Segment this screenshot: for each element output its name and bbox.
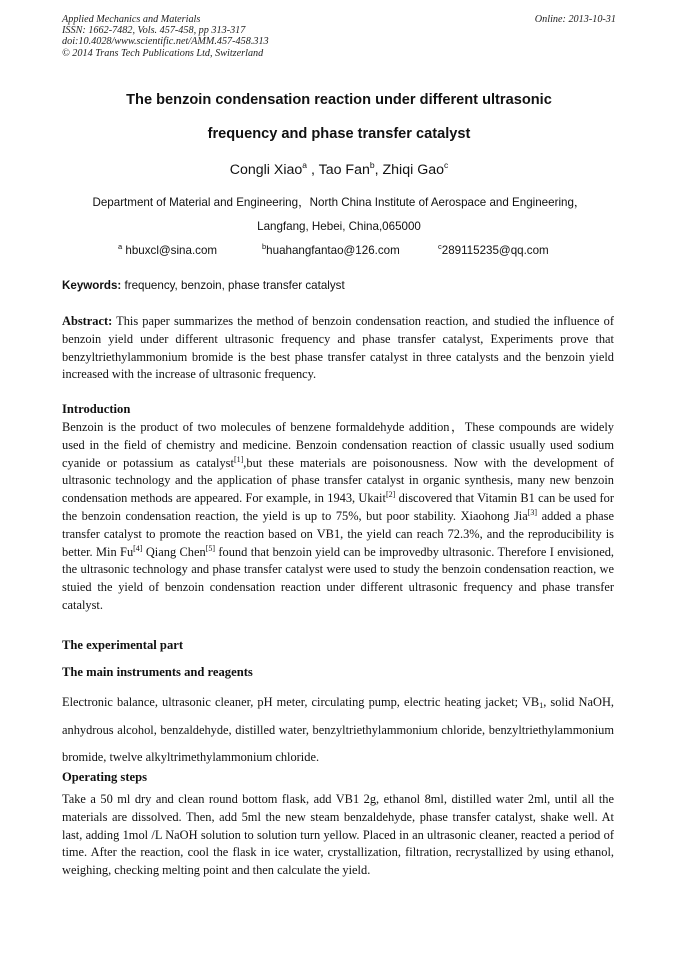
email-mark: b	[262, 242, 267, 251]
paper-title-line-2: frequency and phase transfer catalyst	[207, 126, 471, 142]
instruments-text: Electronic balance, ultrasonic cleaner, pH meter, circulating pump, electric heating jacket; VB	[62, 695, 540, 709]
journal-copyright: © 2014 Trans Tech Publications Ltd, Switzerland	[62, 47, 264, 59]
experimental-heading: The experimental part	[62, 638, 184, 652]
journal-name: Applied Mechanics and Materials	[62, 14, 201, 25]
subscript: 1	[539, 701, 544, 710]
citation-ref: [1]	[233, 454, 244, 464]
affiliation-line-1: Department of Material and Engineering，North China Institute of Aerospace and Engineering，	[92, 196, 586, 209]
journal-issn: ISSN: 1662-7482, Vols. 457-458, pp 313-317	[62, 25, 246, 37]
citation-ref: [4]	[133, 543, 143, 553]
intro-text: ,but these materials are poisonousness. Now with the development of ultrasonic technology and the application of phase transfer catalyst in organic synthesis, many new benzoin condensation methods are appeared. For example, in 1943, Ukait	[62, 455, 614, 506]
email-entry	[118, 242, 217, 257]
author-separator: ,	[307, 162, 319, 178]
email-mark: c	[438, 242, 442, 251]
introduction-heading: Introduction	[62, 402, 131, 416]
keywords-text: frequency, benzoin, phase transfer catalyst	[121, 279, 345, 292]
journal-doi: doi:10.4028/www.scientific.net/AMM.457-458.313	[62, 36, 269, 48]
intro-text: found that benzoin yield can be improvedby ultrasonic. Therefore I envisioned, the ultrasonic technology and phase transfer catalyst were used to study the benzoin condensation reaction, we stuied the yield of benzoin condensation reaction under different ultrasonic frequency and phase transfer catalyst.	[62, 544, 614, 612]
instruments-paragraph	[62, 689, 614, 772]
operating-steps-heading: Operating steps	[62, 770, 148, 784]
email-mark: a	[118, 242, 123, 251]
intro-text: Benzoin is the product of two molecules of benzene formaldehyde addition，These compounds are widely used in the field of chemistry and medicine. Benzoin condensation reaction of classic usually used sodium cyanide or potassium as catalyst	[62, 420, 614, 470]
abstract-text: This paper summarizes the method of benzoin condensation reaction, and studied the influence of benzoin yield under different ultrasonic frequency and phase transfer catalyst, Experiments prove that benzyltriethylammonium bromide is the best phase transfer catalyst in three catalysts and the benzoin yield increased with the increase of ultrasonic frequency.	[62, 314, 614, 382]
intro-text: Qiang Chen	[142, 544, 206, 559]
email-entry	[438, 242, 549, 257]
operating-steps-paragraph: Take a 50 ml dry and clean round bottom flask, add VB1 2g, ethanol 8ml, distilled water 2ml, until all the materials are dissolved. Then, add 5ml the new steam benzaldehyde, phase transfer catalyst, shake well. At last, adding 1mol /L NaOH solution to solution turn yellow. Placed in an ultrasonic cleaner, reacted a period of time. After the reaction, cool the flask in ice water, crystallization, filtration, recrystallized by using ethanol, weighing, checking melting point and then calculate the yield.	[62, 792, 614, 878]
author-name: Congli Xiao	[229, 162, 303, 178]
keywords-label: Keywords:	[62, 279, 122, 292]
author-name: Zhiqi Gao	[382, 162, 445, 178]
abstract-label: Abstract:	[62, 314, 113, 328]
email-entry	[262, 242, 400, 257]
intro-text: discovered that Vitamin B1 can be used for the benzoin condensation reaction, the yield is up to 75%, but poor stability. Xiaohong Jia	[62, 491, 615, 523]
author-affil-mark: a	[302, 160, 308, 170]
keywords	[62, 279, 345, 292]
instruments-text: , solid NaOH, anhydrous alcohol, benzaldehyde, distilled water, benzyltriethylammonium chloride, benzyltriethylammonium bromide, twelve alkyltrimethylammonium chloride.	[62, 695, 614, 764]
author-name: Tao Fan	[318, 162, 370, 178]
author-affil-mark: b	[369, 160, 375, 170]
citation-ref: [2]	[385, 490, 396, 500]
introduction-paragraph	[62, 419, 614, 615]
journal-header	[62, 14, 616, 59]
intro-text: added a phase transfer catalyst to promote the reaction based on VB1, the yield can reach 72.3%, and the reproducibility is better. Min Fu	[62, 508, 615, 559]
author-list	[62, 160, 616, 178]
email-address: huahangfantao@126.com	[266, 244, 400, 257]
email-address: hbuxcl@sina.com	[122, 244, 218, 257]
affiliation-line-2: Langfang, Hebei, China,065000	[257, 220, 421, 233]
instruments-heading: The main instruments and reagents	[62, 665, 253, 679]
author-affil-mark: c	[444, 160, 449, 170]
citation-ref: [3]	[527, 507, 538, 517]
citation-ref: [5]	[205, 543, 216, 553]
email-address: 289115235@qq.com	[441, 244, 549, 257]
abstract	[62, 313, 614, 384]
online-date: Online: 2013-10-31	[534, 14, 616, 25]
paper-title-line-1: The benzoin condensation reaction under different ultrasonic	[126, 92, 552, 108]
author-separator: ,	[374, 162, 383, 178]
